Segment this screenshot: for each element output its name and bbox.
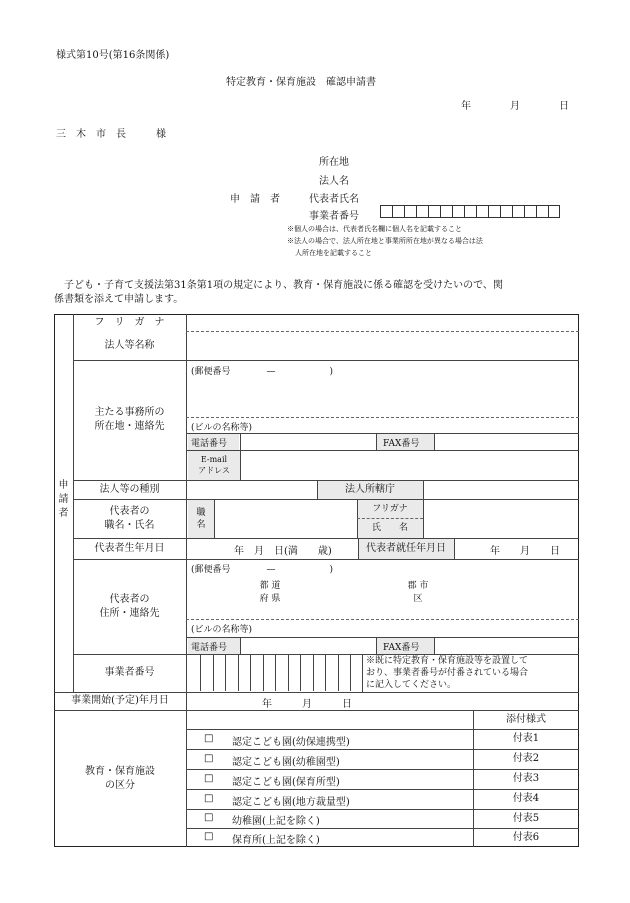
rep-name-label: 代表者氏名 [309,194,359,205]
business-no-note: ※既に特定教育・保育施設等を設置して おり、事業者番号が付番されている場合 に記入してください。 [366,656,529,690]
furigana-label: フ リ ガ ナ [94,316,165,328]
rep-fax-label: FAX番号 [383,643,420,653]
facility-attachment: 付表3 [512,773,540,784]
rep-postal-field[interactable]: (郵便番号 — ) [191,565,334,575]
intro-text-cont: 係書類を添えて申請します。 [54,294,184,305]
date-month-label: 月 [510,101,520,112]
office-building-field[interactable]: (ビルの名称等) [191,423,253,433]
rep-birth-label: 代表者生年月日 [94,542,165,554]
address-label: 所在地 [319,157,349,168]
rep-title-label: 代表者の 職名・氏名 [104,505,155,531]
business-number-cells[interactable] [200,655,363,691]
facility-attachment: 付表1 [512,733,540,744]
facility-checkbox[interactable]: □ [204,793,214,804]
office-email-label: E-mail アドレス [198,455,230,475]
facility-attachment: 付表2 [512,753,540,764]
rep-since-label: 代表者就任年月日 [366,542,446,554]
addressee: 三 木 市 長 様 [56,129,166,140]
office-postal-field[interactable]: (郵便番号 — ) [191,367,334,377]
attachment-header: 添付様式 [506,713,546,725]
facility-attachment: 付表4 [512,793,540,804]
facility-checkbox[interactable]: □ [204,773,214,784]
date-day-label: 日 [559,101,569,112]
facility-label: 認定こども園(幼稚園型) [232,757,340,768]
form-number: 様式第10号(第16条関係) [56,50,170,61]
facility-checkbox[interactable]: □ [204,812,214,823]
rep-name-label-cell: 氏 名 [371,523,408,533]
office-fax-label: FAX番号 [383,439,420,449]
note-corporation: ※法人の場合で、法人所在地と事業所所在地が異なる場合は法 [287,237,483,245]
rep-building-field[interactable]: (ビルの名称等) [191,625,253,635]
intro-text: 子ども・子育て支援法第31条第1項の規定により、教育・保育施設に係る確認を受けたいので、関 [54,280,503,291]
applicant-label: 申 請 者 [230,194,280,205]
rep-since-field[interactable]: 年 月 日 [490,546,560,557]
rep-furigana-label: フリガナ [372,503,408,514]
corp-authority-label: 法人所轄庁 [345,483,395,495]
facility-attachment: 付表5 [512,812,540,824]
facility-label: 認定こども園(幼保連携型) [232,737,350,748]
business-number-boxes[interactable] [380,205,560,218]
corp-type-label: 法人等の種別 [99,483,160,495]
facility-checkbox[interactable]: □ [204,733,214,744]
note-corporation-cont: 人所在地を記載すること [295,249,372,257]
page-title: 特定教育・保育施設 確認申請書 [226,77,376,88]
rep-phone-label: 電話番号 [191,643,228,653]
note-individual: ※個人の場合は、代表者氏名欄に個人名を記載すること [287,225,462,233]
facility-checkbox[interactable]: □ [204,831,214,842]
facility-label: 保育所(上記を除く) [232,835,320,846]
facility-label: 認定こども園(地方裁量型) [232,797,350,808]
category-label: 教育・保育施設 の区分 [85,765,155,791]
facility-checkbox[interactable]: □ [204,753,214,764]
business-no-label-cell: 事業者番号 [104,667,155,678]
facility-attachment: 付表6 [512,831,540,843]
date-year-label: 年 [461,101,471,112]
applicant-side-label: 申 請 者 [58,480,69,519]
business-no-label: 事業者番号 [309,211,359,222]
position-label: 職 名 [196,507,206,530]
start-date-label: 事業開始(予定)年月日 [71,695,169,706]
main-office-label: 主たる事務所の 所在地・連絡先 [94,407,165,432]
city-label: 郡 市 区 [407,581,429,604]
rep-birth-field[interactable]: 年 月 日(満 歳) [234,546,332,557]
rep-address-label: 代表者の 住所・連絡先 [99,593,160,619]
corp-name-label: 法人名 [319,176,349,187]
facility-label: 幼稚園(上記を除く) [232,816,320,827]
corp-name-label: 法人等名称 [104,339,155,351]
start-date-field[interactable]: 年 月 日 [262,699,352,710]
office-phone-label: 電話番号 [191,439,228,449]
pref-label: 都 道 府 県 [259,581,281,604]
facility-label: 認定こども園(保育所型) [232,777,340,788]
